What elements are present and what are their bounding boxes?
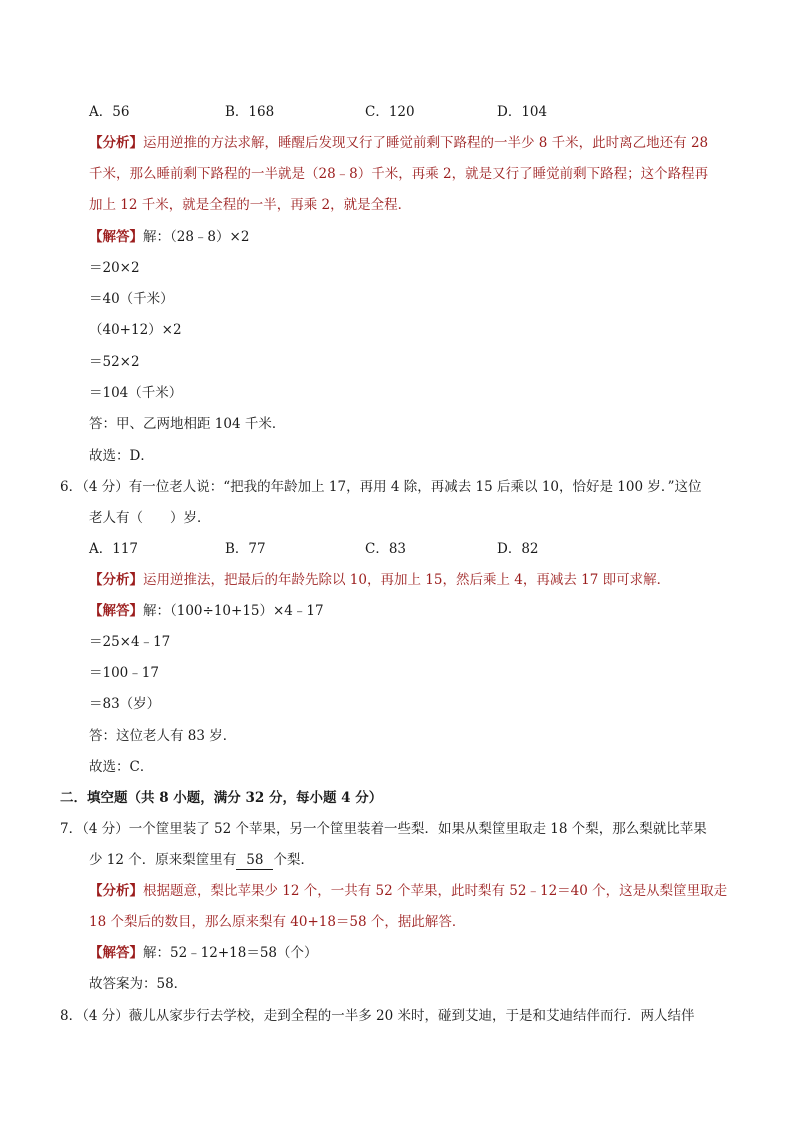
q6-analysis-line-1: 【分析】运用逆推法，把最后的年龄先除以 10，再加上 15，然后乘上 4，再减去 17 即可求解．: [89, 572, 671, 588]
q5-option-a: A．56: [89, 104, 130, 120]
q5-analysis-line-2: 千米，那么睡前剩下路程的一半就是（28﹣8）千米，再乘 2，就是又行了睡觉前剩下路程；这个路程再: [89, 166, 709, 182]
q5-choice: 故选：D．: [89, 448, 154, 464]
q5-option-b: B．168: [225, 104, 275, 120]
q6-analysis-tag: 【分析】: [89, 572, 143, 588]
q6-step-1: ＝25×4﹣17: [89, 634, 171, 650]
q6-answer-line: 【解答】解：（100÷10+15）×4﹣17: [89, 603, 324, 619]
q7-analysis-line-2: 18 个梨后的数目，那么原来梨有 40+18＝58 个，据此解答．: [89, 914, 466, 930]
q5-step-1: ＝20×2: [89, 260, 140, 276]
q7-answer-tag: 【解答】: [89, 945, 143, 961]
q5-option-c: C．120: [365, 104, 415, 120]
q6-answer-tag: 【解答】: [89, 603, 143, 619]
q5-analysis-line-1: 【分析】运用逆推的方法求解，睡醒后发现又行了睡觉前剩下路程的一半少 8 千米，此时离乙地还有 28: [89, 135, 709, 151]
q6-stem-line-1: 6．（4 分）有一位老人说：“把我的年龄加上 17，再用 4 除，再减去 15 后乘以 10，恰好是 100 岁．”这位: [60, 479, 702, 495]
q7-reply: 故答案为：58．: [89, 976, 188, 992]
q6-option-b: B．77: [225, 541, 266, 557]
q8-stem-line-1: 8．（4 分）薇儿从家步行去学校，走到全程的一半多 20 米时，碰到艾迪，于是和艾迪结伴而行．两人结伴: [60, 1008, 695, 1024]
q6-choice: 故选：C．: [89, 759, 154, 775]
q5-step-5: ＝104（千米）: [89, 385, 183, 401]
q6-stem-line-2: 老人有（ ）岁．: [89, 510, 211, 526]
q6-reply: 答：这位老人有 83 岁．: [89, 728, 237, 744]
q6-step-3: ＝83（岁）: [89, 696, 161, 712]
section-2-title: 二．填空题（共 8 小题，满分 32 分，每小题 4 分）: [60, 790, 383, 806]
q5-analysis-line-3: 加上 12 千米，就是全程的一半，再乘 2，就是全程．: [89, 197, 412, 213]
q5-step-4: ＝52×2: [89, 354, 140, 370]
q7-analysis-tag: 【分析】: [89, 883, 143, 899]
q5-step-3: （40+12）×2: [89, 322, 182, 338]
q6-option-a: A．117: [89, 541, 139, 557]
q7-answer-blank: 58: [236, 852, 273, 870]
q5-reply: 答：甲、乙两地相距 104 千米．: [89, 416, 286, 432]
q5-option-d: D．104: [497, 104, 548, 120]
q5-answer-tag: 【解答】: [89, 229, 143, 245]
q6-option-c: C．83: [365, 541, 407, 557]
q5-analysis-tag: 【分析】: [89, 135, 143, 151]
q7-analysis-line-1: 【分析】根据题意，梨比苹果少 12 个，一共有 52 个苹果，此时梨有 52﹣12＝40 个，这是从梨筐里取走: [89, 883, 728, 899]
q7-answer-line: 【解答】解：52﹣12+18＝58（个）: [89, 945, 318, 961]
q6-option-d: D．82: [497, 541, 539, 557]
q7-stem-line-1: 7．（4 分）一个筐里装了 52 个苹果，另一个筐里装着一些梨．如果从梨筐里取走 18 个梨，那么梨就比苹果: [60, 821, 707, 837]
q7-stem-line-2: 少 12 个．原来梨筐里有 58 个梨．: [89, 852, 314, 868]
q5-answer-line: 【解答】解：（28﹣8）×2: [89, 229, 250, 245]
q5-step-2: ＝40（千米）: [89, 291, 174, 307]
q6-step-2: ＝100﹣17: [89, 665, 159, 681]
